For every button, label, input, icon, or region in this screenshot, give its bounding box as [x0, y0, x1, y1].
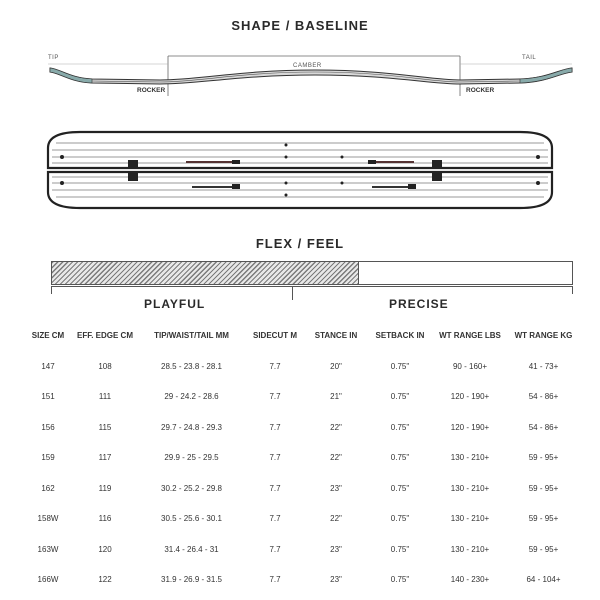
table-cell: 7.7: [269, 453, 281, 463]
table-cell: 59 - 95+: [528, 453, 559, 463]
table-cell: 41 - 73+: [528, 361, 559, 371]
flex-meter: [51, 261, 573, 285]
flex-meter-fill: [52, 262, 359, 284]
table-cell: 7.7: [269, 483, 281, 493]
table-cell: 120: [98, 544, 112, 554]
shape-baseline-title: SHAPE / BASELINE: [231, 18, 369, 33]
tail-rocker-zone: [520, 68, 572, 83]
flex-label-playful: PLAYFUL: [144, 297, 206, 311]
table-cell: 22": [330, 514, 342, 524]
spec-table-header: [22, 331, 578, 351]
table-cell: 0.75": [390, 514, 410, 524]
table-cell: 0.75": [390, 361, 410, 371]
table-cell: 115: [98, 422, 112, 432]
table-row: [22, 382, 578, 413]
table-cell: 163W: [37, 544, 59, 554]
table-cell: 23": [330, 483, 342, 493]
table-cell: 7.7: [269, 544, 281, 554]
table-cell: 0.75": [390, 422, 410, 432]
table-cell: 23": [330, 575, 342, 585]
table-cell: 54 - 86+: [528, 422, 559, 432]
table-cell: 116: [98, 514, 112, 524]
camber-label: CAMBER: [293, 63, 322, 69]
table-cell: 108: [98, 361, 112, 371]
column-header: WT RANGE LBS: [439, 331, 501, 340]
table-cell: 0.75": [390, 392, 410, 402]
column-header: TIP/WAIST/TAIL MM: [154, 331, 229, 340]
tip-rocker-zone: [50, 68, 92, 83]
table-cell: 140 - 230+: [450, 575, 490, 585]
table-cell: 159: [41, 453, 55, 463]
table-row: [22, 565, 578, 596]
table-cell: 59 - 95+: [528, 514, 559, 524]
flex-scale-tick-right: [572, 286, 573, 294]
table-cell: 31.4 - 26.4 - 31: [164, 544, 219, 554]
table-cell: 0.75": [390, 575, 410, 585]
table-cell: 29.9 - 25 - 29.5: [164, 453, 219, 463]
clip-hardware: [432, 160, 442, 167]
table-cell: 130 - 210+: [450, 514, 490, 524]
table-cell: 20": [330, 361, 342, 371]
column-header: SIZE CM: [31, 331, 65, 340]
table-row: [22, 443, 578, 474]
table-cell: 158W: [37, 514, 59, 524]
table-row: [22, 504, 578, 535]
table-cell: 22": [330, 453, 342, 463]
table-cell: 29 - 24.2 - 28.6: [164, 392, 219, 402]
table-cell: 7.7: [269, 514, 281, 524]
table-cell: 59 - 95+: [528, 544, 559, 554]
table-cell: 0.75": [390, 453, 410, 463]
table-cell: 7.7: [269, 422, 281, 432]
table-cell: 130 - 210+: [450, 453, 490, 463]
board-half-top: [48, 132, 552, 168]
table-cell: 0.75": [390, 544, 410, 554]
table-cell: 23": [330, 544, 342, 554]
column-header: EFF. EDGE CM: [76, 331, 133, 340]
board-profile-diagram: [0, 0, 600, 110]
flex-scale-tick-left: [51, 286, 52, 294]
rocker-left-label: ROCKER: [137, 87, 166, 94]
table-cell: 7.7: [269, 392, 281, 402]
table-cell: 130 - 210+: [450, 483, 490, 493]
table-cell: 28.5 - 23.8 - 28.1: [161, 361, 222, 371]
table-cell: 29.7 - 24.8 - 29.3: [161, 422, 222, 432]
column-header: STANCE IN: [314, 331, 358, 340]
flex-scale-tick-middle: [292, 286, 293, 300]
table-cell: 122: [98, 575, 112, 585]
flex-label-precise: PRECISE: [389, 297, 449, 311]
table-row: [22, 473, 578, 504]
clip-hardware: [128, 160, 138, 167]
board-top-view: [0, 120, 600, 220]
table-cell: 147: [41, 361, 55, 371]
table-cell: 31.9 - 26.9 - 31.5: [161, 575, 222, 585]
table-cell: 162: [41, 483, 55, 493]
table-cell: 54 - 86+: [528, 392, 559, 402]
table-cell: 7.7: [269, 361, 281, 371]
flex-scale-line: [51, 286, 573, 287]
table-cell: 64 - 104+: [526, 575, 561, 585]
table-row: [22, 351, 578, 382]
table-cell: 30.5 - 25.6 - 30.1: [161, 514, 222, 524]
table-cell: 166W: [37, 575, 59, 585]
tip-label: TIP: [48, 55, 59, 61]
table-cell: 21": [330, 392, 342, 402]
table-cell: 151: [41, 392, 55, 402]
clip-hardware: [432, 173, 442, 181]
table-cell: 22": [330, 422, 342, 432]
table-cell: 7.7: [269, 575, 281, 585]
table-cell: 90 - 160+: [452, 361, 488, 371]
table-cell: 111: [98, 392, 112, 402]
column-header: WT RANGE KG: [514, 331, 573, 340]
column-header: SIDECUT M: [253, 331, 297, 340]
tail-label: TAIL: [522, 55, 537, 61]
table-row: [22, 534, 578, 565]
table-cell: 119: [98, 483, 112, 493]
spec-table: [22, 331, 578, 595]
table-cell: 30.2 - 25.2 - 29.8: [161, 483, 222, 493]
table-cell: 156: [41, 422, 55, 432]
table-cell: 0.75": [390, 483, 410, 493]
table-row: [22, 412, 578, 443]
column-header: SETBACK IN: [375, 331, 425, 340]
table-cell: 117: [98, 453, 112, 463]
rocker-right-label: ROCKER: [466, 87, 495, 94]
table-cell: 120 - 190+: [450, 422, 490, 432]
table-cell: 130 - 210+: [450, 544, 490, 554]
clip-hardware: [128, 173, 138, 181]
flex-feel-title: FLEX / FEEL: [255, 236, 345, 251]
table-cell: 59 - 95+: [528, 483, 559, 493]
board-half-bottom: [48, 172, 552, 208]
table-cell: 120 - 190+: [450, 392, 490, 402]
